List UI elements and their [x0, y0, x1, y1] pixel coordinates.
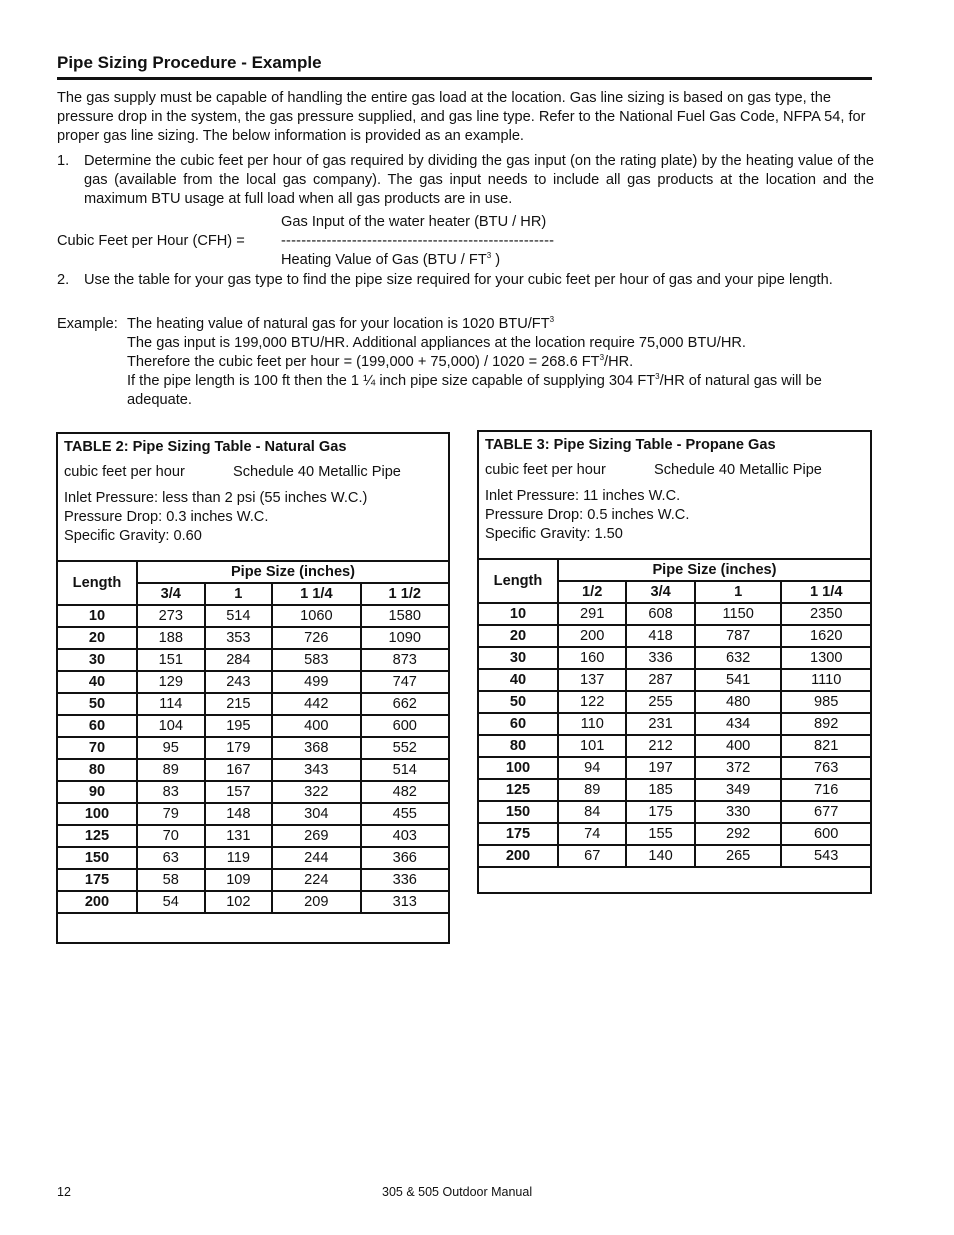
- capacity-cell: 368: [272, 737, 360, 759]
- table-row: [478, 647, 871, 669]
- capacity-cell: 284: [205, 649, 273, 671]
- example-body: [127, 315, 867, 410]
- capacity-cell: 372: [695, 757, 782, 779]
- length-cell: 70: [57, 737, 137, 759]
- length-cell: 30: [57, 649, 137, 671]
- example-label: Example:: [57, 316, 118, 332]
- pipe-size-column-header: 1: [205, 583, 273, 605]
- capacity-cell: 1110: [781, 669, 871, 691]
- capacity-cell: 608: [626, 603, 694, 625]
- capacity-cell: 353: [205, 627, 273, 649]
- specific-gravity: Specific Gravity: 1.50: [485, 526, 623, 542]
- capacity-cell: 157: [205, 781, 273, 803]
- table-row: [57, 605, 449, 627]
- table-row: [478, 691, 871, 713]
- capacity-cell: 255: [626, 691, 694, 713]
- capacity-cell: 131: [205, 825, 273, 847]
- capacity-cell: 541: [695, 669, 782, 691]
- capacity-cell: 83: [137, 781, 205, 803]
- capacity-cell: 179: [205, 737, 273, 759]
- capacity-cell: 109: [205, 869, 273, 891]
- capacity-cell: 1090: [361, 627, 449, 649]
- capacity-cell: 892: [781, 713, 871, 735]
- capacity-cell: 499: [272, 671, 360, 693]
- capacity-cell: 155: [626, 823, 694, 845]
- capacity-cell: 873: [361, 649, 449, 671]
- capacity-cell: 74: [558, 823, 626, 845]
- capacity-cell: 600: [361, 715, 449, 737]
- capacity-cell: 129: [137, 671, 205, 693]
- capacity-cell: 482: [361, 781, 449, 803]
- capacity-cell: 160: [558, 647, 626, 669]
- formula-fraction-line: ------------------------------------------------------: [281, 233, 555, 249]
- length-cell: 60: [478, 713, 558, 735]
- capacity-cell: 212: [626, 735, 694, 757]
- step-1-text: Determine the cubic feet per hour of gas required by dividing the gas input (on the rating plate) by the heating value of the gas (available from the local gas company). The gas input needs to include all gas products at the location and the maximum BTU usage at full load when all gas products are in use.: [84, 153, 874, 207]
- inlet-pressure: Inlet Pressure: less than 2 psi (55 inches W.C.): [64, 490, 368, 506]
- capacity-cell: 119: [205, 847, 273, 869]
- capacity-cell: 434: [695, 713, 782, 735]
- capacity-cell: 101: [558, 735, 626, 757]
- length-cell: 10: [478, 603, 558, 625]
- table-row: [57, 715, 449, 737]
- capacity-cell: 552: [361, 737, 449, 759]
- capacity-cell: 343: [272, 759, 360, 781]
- step-2-number: 2.: [57, 272, 70, 288]
- capacity-cell: 114: [137, 693, 205, 715]
- table-row: [57, 803, 449, 825]
- capacity-cell: 94: [558, 757, 626, 779]
- table-row: [57, 737, 449, 759]
- formula-label: Cubic Feet per Hour (CFH) =: [57, 233, 245, 249]
- capacity-cell: 677: [781, 801, 871, 823]
- pressure-drop: Pressure Drop: 0.5 inches W.C.: [485, 507, 690, 523]
- table-row: [57, 825, 449, 847]
- length-cell: 90: [57, 781, 137, 803]
- capacity-cell: 243: [205, 671, 273, 693]
- length-cell: 30: [478, 647, 558, 669]
- capacity-cell: 336: [626, 647, 694, 669]
- table-row: [478, 845, 871, 867]
- table-row: [57, 693, 449, 715]
- inlet-pressure: Inlet Pressure: 11 inches W.C.: [485, 488, 681, 504]
- capacity-cell: 400: [272, 715, 360, 737]
- capacity-cell: 231: [626, 713, 694, 735]
- table-row: [478, 669, 871, 691]
- capacity-cell: 102: [205, 891, 273, 913]
- length-header: Length: [478, 559, 558, 603]
- table-subheader: cubic feet per hour Schedule 40 Metallic Pipe: [64, 464, 401, 480]
- capacity-cell: 122: [558, 691, 626, 713]
- capacity-cell: 330: [695, 801, 782, 823]
- example-line-4: If the pipe length is 100 ft then the 1 ¼ inch pipe size capable of supplying 304 $FT^3/HR$ of natural gas will be adequate.: [127, 372, 822, 408]
- capacity-cell: 349: [695, 779, 782, 801]
- capacity-cell: 821: [781, 735, 871, 757]
- length-cell: 175: [478, 823, 558, 845]
- capacity-cell: 209: [272, 891, 360, 913]
- capacity-cell: 716: [781, 779, 871, 801]
- table-row: [478, 625, 871, 647]
- page-number: 12: [57, 1185, 71, 1199]
- pressure-drop: Pressure Drop: 0.3 inches W.C.: [64, 509, 269, 525]
- capacity-cell: 366: [361, 847, 449, 869]
- table-subheader: cubic feet per hour Schedule 40 Metallic Pipe: [485, 462, 822, 478]
- length-header: Length: [57, 561, 137, 605]
- table-row: [57, 671, 449, 693]
- capacity-cell: 1060: [272, 605, 360, 627]
- length-cell: 40: [57, 671, 137, 693]
- capacity-cell: 148: [205, 803, 273, 825]
- capacity-cell: 514: [205, 605, 273, 627]
- capacity-cell: 313: [361, 891, 449, 913]
- step-2-text: Use the table for your gas type to find the pipe size required for your cubic feet per hour of gas and your pipe length.: [84, 272, 833, 288]
- capacity-cell: 195: [205, 715, 273, 737]
- capacity-cell: 110: [558, 713, 626, 735]
- capacity-cell: 1620: [781, 625, 871, 647]
- manual-title: 305 & 505 Outdoor Manual: [382, 1185, 533, 1199]
- capacity-cell: 265: [695, 845, 782, 867]
- capacity-cell: 151: [137, 649, 205, 671]
- capacity-cell: 1580: [361, 605, 449, 627]
- length-cell: 10: [57, 605, 137, 627]
- specific-gravity: Specific Gravity: 0.60: [64, 528, 202, 544]
- pipe-size-column-header: 1: [695, 581, 782, 603]
- capacity-cell: 787: [695, 625, 782, 647]
- capacity-cell: 985: [781, 691, 871, 713]
- table-row: [57, 847, 449, 869]
- step-1-number: 1.: [57, 153, 70, 169]
- capacity-cell: 104: [137, 715, 205, 737]
- length-cell: 20: [478, 625, 558, 647]
- capacity-cell: 269: [272, 825, 360, 847]
- capacity-cell: 291: [558, 603, 626, 625]
- capacity-cell: 140: [626, 845, 694, 867]
- capacity-cell: 197: [626, 757, 694, 779]
- capacity-cell: 632: [695, 647, 782, 669]
- capacity-cell: 442: [272, 693, 360, 715]
- capacity-cell: 418: [626, 625, 694, 647]
- capacity-cell: 1150: [695, 603, 782, 625]
- length-cell: 40: [478, 669, 558, 691]
- table-row: [478, 823, 871, 845]
- length-cell: 150: [57, 847, 137, 869]
- capacity-cell: 63: [137, 847, 205, 869]
- capacity-cell: 84: [558, 801, 626, 823]
- length-cell: 60: [57, 715, 137, 737]
- pipe-size-header: Pipe Size (inches): [558, 559, 871, 581]
- capacity-cell: 200: [558, 625, 626, 647]
- capacity-cell: 514: [361, 759, 449, 781]
- length-cell: 50: [478, 691, 558, 713]
- capacity-cell: 79: [137, 803, 205, 825]
- capacity-cell: 188: [137, 627, 205, 649]
- capacity-cell: 58: [137, 869, 205, 891]
- length-cell: 200: [57, 891, 137, 913]
- pipe-size-column-header: 3/4: [626, 581, 694, 603]
- table-row: [57, 869, 449, 891]
- capacity-cell: 583: [272, 649, 360, 671]
- table-row: [478, 779, 871, 801]
- capacity-cell: 244: [272, 847, 360, 869]
- natural-gas-table: [56, 432, 450, 944]
- length-cell: 125: [478, 779, 558, 801]
- capacity-cell: 763: [781, 757, 871, 779]
- capacity-cell: 175: [626, 801, 694, 823]
- capacity-cell: 167: [205, 759, 273, 781]
- capacity-cell: 400: [695, 735, 782, 757]
- table-row: [478, 735, 871, 757]
- formula-numerator: Gas Input of the water heater (BTU / HR): [281, 214, 547, 230]
- table-row: [57, 781, 449, 803]
- table-row: [478, 757, 871, 779]
- capacity-cell: 403: [361, 825, 449, 847]
- capacity-cell: 224: [272, 869, 360, 891]
- pipe-size-column-header: 3/4: [137, 583, 205, 605]
- length-cell: 50: [57, 693, 137, 715]
- pipe-size-column-header: 1/2: [558, 581, 626, 603]
- capacity-cell: 273: [137, 605, 205, 627]
- natural-gas-grid: [56, 560, 450, 914]
- table-title: TABLE 3: Pipe Sizing Table - Propane Gas: [485, 437, 776, 453]
- pipe-size-column-header: 1 1/4: [272, 583, 360, 605]
- table-title: TABLE 2: Pipe Sizing Table - Natural Gas: [64, 439, 347, 455]
- length-cell: 100: [478, 757, 558, 779]
- capacity-cell: 89: [558, 779, 626, 801]
- capacity-cell: 1300: [781, 647, 871, 669]
- capacity-cell: 662: [361, 693, 449, 715]
- table-row: [478, 713, 871, 735]
- intro-paragraph: The gas supply must be capable of handling the entire gas load at the location. Gas line sizing is based on gas type, the pressure drop in the system, the gas pressure supplied, and gas line type. Refer to the National Fuel Gas Code, NFPA 54, for proper gas line sizing. The below information is provided as an example.: [57, 90, 866, 144]
- capacity-cell: 137: [558, 669, 626, 691]
- table-row: [57, 649, 449, 671]
- capacity-cell: 304: [272, 803, 360, 825]
- capacity-cell: 287: [626, 669, 694, 691]
- example-line-2: The gas input is 199,000 BTU/HR. Additional appliances at the location require 75,000 BTU/HR.: [127, 335, 746, 351]
- capacity-cell: 322: [272, 781, 360, 803]
- length-cell: 80: [57, 759, 137, 781]
- table-row: [57, 759, 449, 781]
- example-line-1: The heating value of natural gas for your location is 1020 BTU/$FT^3$: [127, 315, 555, 332]
- pipe-size-header: Pipe Size (inches): [137, 561, 449, 583]
- table-row: [478, 801, 871, 823]
- capacity-cell: 726: [272, 627, 360, 649]
- table-row: [57, 627, 449, 649]
- length-cell: 200: [478, 845, 558, 867]
- page-title: Pipe Sizing Procedure - Example: [57, 53, 872, 80]
- capacity-cell: 54: [137, 891, 205, 913]
- length-cell: 100: [57, 803, 137, 825]
- capacity-cell: 455: [361, 803, 449, 825]
- capacity-cell: 480: [695, 691, 782, 713]
- capacity-cell: 543: [781, 845, 871, 867]
- capacity-cell: 185: [626, 779, 694, 801]
- capacity-cell: 89: [137, 759, 205, 781]
- propane-gas-grid: [477, 558, 872, 868]
- capacity-cell: 747: [361, 671, 449, 693]
- length-cell: 80: [478, 735, 558, 757]
- capacity-cell: 215: [205, 693, 273, 715]
- capacity-cell: 600: [781, 823, 871, 845]
- table-row: [478, 603, 871, 625]
- length-cell: 125: [57, 825, 137, 847]
- propane-gas-table: [477, 430, 872, 894]
- example-line-3: Therefore the cubic feet per hour = (199,000 + 75,000) / 1020 = 268.6 $FT^3/HR$.: [127, 353, 634, 370]
- capacity-cell: 336: [361, 869, 449, 891]
- formula-denominator: Heating Value of Gas ($BTU / FT^3$ ): [281, 251, 501, 268]
- pipe-size-column-header: 1 1/4: [781, 581, 871, 603]
- capacity-cell: 95: [137, 737, 205, 759]
- capacity-cell: 2350: [781, 603, 871, 625]
- table-row: [57, 891, 449, 913]
- capacity-cell: 70: [137, 825, 205, 847]
- length-cell: 150: [478, 801, 558, 823]
- pipe-size-column-header: 1 1/2: [361, 583, 449, 605]
- capacity-cell: 292: [695, 823, 782, 845]
- capacity-cell: 67: [558, 845, 626, 867]
- length-cell: 175: [57, 869, 137, 891]
- length-cell: 20: [57, 627, 137, 649]
